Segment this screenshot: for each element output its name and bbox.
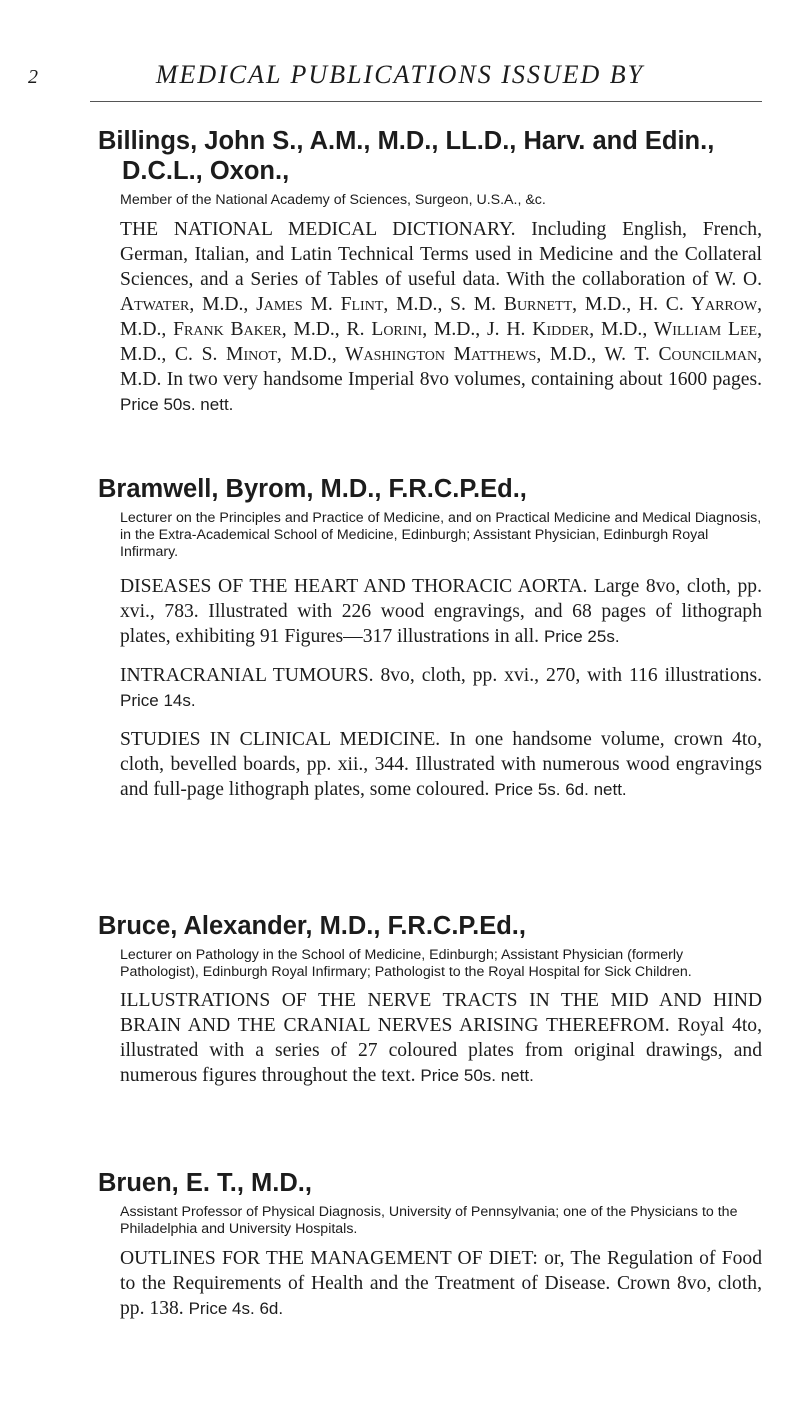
book-listing xyxy=(120,1246,762,1321)
book-description: OUTLINES FOR THE MANAGEMENT OF DIET: or, The Regulation of Food to the Requirements of Health and the Treatment of Disease. Crown 8vo, cloth, pp. 138. xyxy=(120,1248,762,1319)
book-listing xyxy=(120,574,762,649)
header-rule xyxy=(90,101,762,102)
entry-billings xyxy=(98,126,762,417)
author-name: Bramwell, Byrom, M.D., F.R.C.P.Ed., xyxy=(98,475,527,503)
book-listing xyxy=(120,217,762,417)
author-credentials: Member of the National Academy of Sciences, Surgeon, U.S.A., &c. xyxy=(120,192,546,208)
running-head xyxy=(20,60,780,90)
page-number: 2 xyxy=(28,66,38,88)
author-name: Bruce, Alexander, M.D., F.R.C.P.Ed., xyxy=(98,912,526,940)
author-credentials: Assistant Professor of Physical Diagnosis, University of Pennsylvania; one of the Physicians to the Philadelphia and University Hospitals. xyxy=(120,1204,738,1237)
book-price: Price 50s. nett. xyxy=(120,395,234,414)
book-description: DISEASES OF THE HEART AND THORACIC AORTA. Large 8vo, cloth, pp. xvi., 783. Illustrated with 226 wood engravings, and 68 pages of lithograph plates, exhibiting 91 Figures—317 illustrations in all. xyxy=(120,576,762,647)
entry-bruce xyxy=(98,911,762,1088)
author-credentials: Lecturer on Pathology in the School of Medicine, Edinburgh; Assistant Physician (formerly Pathologist), Edinburgh Royal Infirmary; Pathologist to the Royal Hospital for Sick Children. xyxy=(120,947,692,980)
book-description: INTRACRANIAL TUMOURS. 8vo, cloth, pp. xvi., 270, with 116 illustrations. xyxy=(120,665,762,686)
book-listing xyxy=(120,663,762,713)
book-description: STUDIES IN CLINICAL MEDICINE. In one handsome volume, crown 4to, cloth, bevelled boards, pp. xii., 344. Illustrated with numerous wood engravings and full-page lithograph plates, some coloured. xyxy=(120,729,762,800)
entry-bruen xyxy=(98,1168,762,1321)
book-price: Price 50s. nett. xyxy=(420,1066,534,1085)
running-head-title: MEDICAL PUBLICATIONS ISSUED BY xyxy=(155,60,645,89)
author-name: Billings, John S., A.M., M.D., LL.D., Harv. and Edin., D.C.L., Oxon., xyxy=(98,127,715,185)
book-contributors: Atwater, M.D., James M. Flint, M.D., S. M. Burnett, M.D., H. C. Yarrow, M.D., Frank Baker, M.D., R. Lorini, M.D., J. H. Kidder, M.D., William Lee, M.D., C. S. Minot, M.D., Washington Matthews, M.D., W. T. Councilman, M.D. xyxy=(120,294,762,390)
book-price: Price 25s. xyxy=(543,627,620,646)
book-listing xyxy=(120,988,762,1088)
author-credentials: Lecturer on the Principles and Practice of Medicine, and on Practical Medicine and Medical Diagnosis, in the Extra-Academical School of Medicine, Edinburgh; Assistant Physician, Edinburgh Royal Infirmary. xyxy=(120,510,762,560)
book-description: ILLUSTRATIONS OF THE NERVE TRACTS IN THE MID AND HIND BRAIN AND THE CRANIAL NERVES ARISING THEREFROM. Royal 4to, illustrated with a series of 27 coloured plates from original drawings, and numerous figures throughout the text. xyxy=(120,990,762,1086)
book-listing xyxy=(120,727,762,802)
author-name: Bruen, E. T., M.D., xyxy=(98,1169,312,1197)
book-price: Price 5s. 6d. nett. xyxy=(494,780,627,799)
book-price: Price 4s. 6d. xyxy=(188,1299,284,1318)
entry-bramwell xyxy=(98,474,762,802)
book-description: THE NATIONAL MEDICAL DICTIONARY. Including English, French, German, Italian, and Latin Technical Terms used in Medicine and the Collateral Sciences, and a Series of Tables of useful data. With the collaboration of W. O. xyxy=(120,219,762,290)
book-description-cont: In two very handsome Imperial 8vo volumes, containing about 1600 pages. xyxy=(161,369,762,390)
book-price: Price 14s. xyxy=(120,691,196,710)
